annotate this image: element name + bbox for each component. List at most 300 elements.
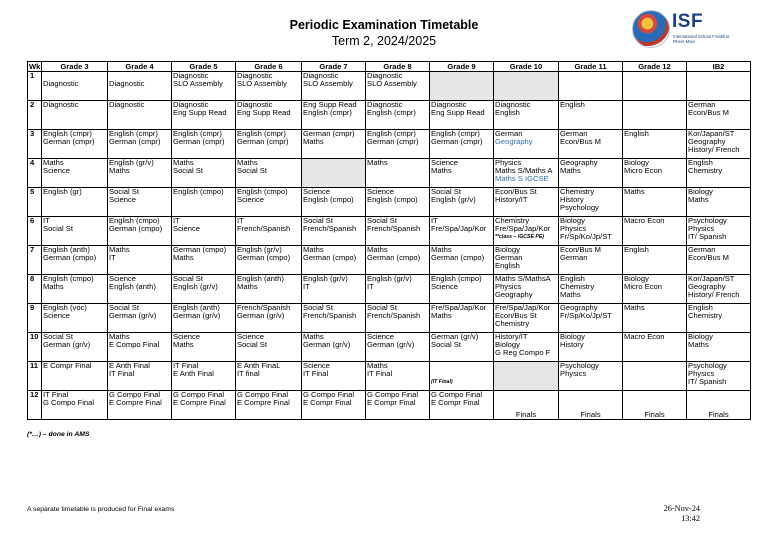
cell-line: Chemistry bbox=[560, 187, 595, 196]
table-cell bbox=[559, 130, 623, 159]
cell-line: Maths bbox=[560, 166, 581, 175]
cell-line: E Compr Final bbox=[367, 398, 416, 407]
table-cell bbox=[430, 188, 494, 217]
cell-line: E Anth Final bbox=[173, 369, 214, 378]
cell-line: Geography bbox=[688, 282, 726, 291]
table-cell bbox=[494, 304, 559, 333]
cell-line: Physics bbox=[688, 224, 715, 233]
cell-line: German (gr/v) bbox=[109, 311, 157, 320]
table-cell bbox=[366, 391, 430, 420]
column-header: Grade 12 bbox=[623, 62, 687, 72]
cell-line: German (cmpo) bbox=[431, 253, 485, 262]
cell-line: Science bbox=[173, 224, 201, 233]
table-cell bbox=[366, 217, 430, 246]
cell-line: Biology bbox=[495, 245, 520, 254]
cell-line: English bbox=[560, 100, 585, 109]
table-cell bbox=[687, 101, 751, 130]
week-number: 4 bbox=[28, 159, 42, 188]
table-cell bbox=[302, 217, 366, 246]
table-cell bbox=[687, 130, 751, 159]
table-cell bbox=[623, 188, 687, 217]
cell-line: Chemistry bbox=[688, 311, 723, 320]
cell-line: Maths bbox=[688, 340, 709, 349]
cell-line: Maths bbox=[624, 187, 645, 196]
cell-line: Diagnostic bbox=[43, 79, 79, 88]
cell-line: Kor/Japan/ST bbox=[688, 129, 735, 138]
cell-line: Science bbox=[237, 332, 265, 341]
cell-line: English bbox=[495, 261, 520, 270]
cell-line: German (cmpr) bbox=[43, 137, 95, 146]
table-cell bbox=[687, 333, 751, 362]
table-cell bbox=[687, 304, 751, 333]
cell-line: English (anth) bbox=[109, 282, 156, 291]
table-cell bbox=[623, 304, 687, 333]
table-row bbox=[28, 130, 751, 159]
table-row bbox=[28, 333, 751, 362]
cell-line: English (cmpr) bbox=[43, 129, 92, 138]
cell-line: Chemistry bbox=[688, 166, 723, 175]
cell-line: SLO Assembly bbox=[303, 79, 353, 88]
cell-line: Maths bbox=[109, 245, 130, 254]
week-number: 10 bbox=[28, 333, 42, 362]
cell-line: Maths bbox=[173, 158, 194, 167]
cell-line: English (cmpr) bbox=[367, 129, 416, 138]
cell-line: Science bbox=[173, 332, 201, 341]
cell-line: German bbox=[495, 129, 523, 138]
cell-line: IT bbox=[237, 216, 244, 225]
table-cell bbox=[430, 362, 494, 391]
table-cell bbox=[172, 130, 236, 159]
table-cell bbox=[430, 304, 494, 333]
cell-line: IT Final bbox=[43, 390, 69, 399]
table-cell bbox=[302, 391, 366, 420]
cell-line: Science bbox=[43, 311, 71, 320]
table-cell bbox=[172, 159, 236, 188]
table-cell bbox=[108, 217, 172, 246]
table-cell bbox=[302, 304, 366, 333]
cell-line: Maths bbox=[237, 158, 258, 167]
cell-line: German (cmpr) bbox=[237, 137, 289, 146]
cell-line: Diagnostic bbox=[173, 71, 209, 80]
table-cell bbox=[108, 275, 172, 304]
cell-line: Macro Econ bbox=[624, 216, 665, 225]
table-row bbox=[28, 246, 751, 275]
cell-line: French/Spanish bbox=[237, 224, 291, 233]
cell-line: German (gr/v) bbox=[431, 332, 479, 341]
table-cell bbox=[687, 362, 751, 391]
globe-logo-icon bbox=[632, 10, 670, 48]
table-cell bbox=[172, 72, 236, 101]
cell-line: IT bbox=[173, 216, 180, 225]
cell-line: Science bbox=[367, 187, 395, 196]
table-cell bbox=[559, 188, 623, 217]
column-header: Grade 7 bbox=[302, 62, 366, 72]
column-header: Grade 8 bbox=[366, 62, 430, 72]
table-cell bbox=[366, 333, 430, 362]
column-header: Grade 10 bbox=[494, 62, 559, 72]
week-number: 1 bbox=[28, 72, 42, 101]
cell-line: English bbox=[560, 274, 585, 283]
cell-line: Micro Econ bbox=[624, 282, 662, 291]
table-cell bbox=[494, 101, 559, 130]
table-cell bbox=[108, 130, 172, 159]
table-cell bbox=[494, 246, 559, 275]
cell-line: English (cmpr) bbox=[431, 129, 480, 138]
cell-line: E Compre Final bbox=[173, 398, 226, 407]
cell-line: German (gr/v) bbox=[43, 340, 91, 349]
cell-line: Social St bbox=[237, 340, 267, 349]
cell-line: E Compr Final bbox=[431, 398, 480, 407]
table-cell bbox=[108, 304, 172, 333]
table-cell bbox=[236, 130, 302, 159]
cell-line: E Anth FinaL bbox=[237, 361, 281, 370]
cell-line: Fre/Spa/Jap/Kor bbox=[431, 303, 487, 312]
cell-line: English (cmpo) bbox=[109, 216, 160, 225]
logo-brand: ISF bbox=[672, 11, 704, 32]
cell-line: Maths bbox=[237, 282, 258, 291]
table-cell bbox=[494, 275, 559, 304]
table-cell bbox=[366, 304, 430, 333]
table-cell bbox=[366, 130, 430, 159]
cell-line: IT bbox=[303, 282, 310, 291]
cell-line: Social St bbox=[109, 303, 139, 312]
cell-line: Diagnostic bbox=[495, 100, 531, 109]
table-cell bbox=[623, 362, 687, 391]
cell-line: Econ/Bus M bbox=[688, 108, 729, 117]
cell-line: IT final bbox=[237, 369, 260, 378]
table-cell bbox=[687, 217, 751, 246]
cell-line: German bbox=[495, 253, 523, 262]
table-cell bbox=[236, 275, 302, 304]
cell-line: German (gr/v) bbox=[237, 311, 285, 320]
cell-line: Maths bbox=[560, 290, 581, 299]
table-cell bbox=[108, 391, 172, 420]
logo-tagline: International School Frankfurt Rhein-Main bbox=[673, 34, 730, 44]
column-header: Grade 11 bbox=[559, 62, 623, 72]
cell-line: Maths bbox=[431, 245, 452, 254]
cell-line: English (cmpo) bbox=[43, 274, 94, 283]
cell-line: SLO Assembly bbox=[237, 79, 287, 88]
table-row bbox=[28, 391, 751, 420]
table-cell bbox=[623, 159, 687, 188]
cell-line: Diagnostic bbox=[431, 100, 467, 109]
cell-line: English bbox=[624, 245, 649, 254]
exam-timetable bbox=[27, 61, 751, 420]
cell-line: French/Spanish bbox=[303, 311, 357, 320]
table-cell bbox=[236, 159, 302, 188]
table-cell bbox=[623, 246, 687, 275]
cell-line: German (cmpr) bbox=[431, 137, 483, 146]
cell-line: German bbox=[560, 129, 588, 138]
cell-line: E Anth Final bbox=[109, 361, 150, 370]
table-cell bbox=[559, 72, 623, 101]
table-cell bbox=[302, 101, 366, 130]
table-cell bbox=[172, 101, 236, 130]
cell-line: English (gr/v) bbox=[303, 274, 348, 283]
table-cell bbox=[108, 101, 172, 130]
cell-line: Diagnostic bbox=[173, 100, 209, 109]
table-cell bbox=[236, 188, 302, 217]
table-cell bbox=[687, 72, 751, 101]
cell-line: Maths bbox=[367, 158, 388, 167]
cell-line: (IT Final) bbox=[431, 379, 453, 385]
cell-line: English (gr/v) bbox=[109, 158, 154, 167]
cell-line: IT Final bbox=[109, 369, 135, 378]
table-cell bbox=[42, 246, 108, 275]
table-cell bbox=[42, 304, 108, 333]
cell-line: G Compo Final bbox=[173, 390, 225, 399]
table-cell bbox=[108, 188, 172, 217]
table-cell bbox=[559, 101, 623, 130]
table-cell bbox=[430, 101, 494, 130]
cell-line: Maths bbox=[173, 253, 194, 262]
table-cell bbox=[172, 246, 236, 275]
cell-line: IT bbox=[43, 216, 50, 225]
column-header: Grade 5 bbox=[172, 62, 236, 72]
table-cell bbox=[494, 217, 559, 246]
cell-line: Maths bbox=[431, 311, 452, 320]
cell-line: Maths bbox=[367, 245, 388, 254]
cell-line: English (anth) bbox=[173, 303, 220, 312]
cell-line: English (cmpo) bbox=[237, 187, 288, 196]
table-row bbox=[28, 362, 751, 391]
cell-line: Social St bbox=[303, 303, 333, 312]
table-cell bbox=[236, 391, 302, 420]
table-cell bbox=[687, 246, 751, 275]
table-cell bbox=[302, 130, 366, 159]
cell-line: Maths bbox=[303, 332, 324, 341]
table-cell bbox=[494, 362, 559, 391]
cell-line: German (cmpo) bbox=[43, 253, 97, 262]
cell-line: Finals bbox=[580, 410, 601, 419]
cell-line: Eng Supp Read bbox=[431, 108, 485, 117]
table-cell bbox=[687, 275, 751, 304]
table-cell bbox=[559, 159, 623, 188]
cell-line: Geography bbox=[688, 137, 726, 146]
table-cell bbox=[302, 362, 366, 391]
cell-line: Psychology bbox=[560, 203, 599, 212]
table-cell bbox=[687, 159, 751, 188]
cell-line: Diagnostic bbox=[367, 71, 403, 80]
cell-line: G Compo Final bbox=[237, 390, 289, 399]
cell-line: Maths bbox=[688, 195, 709, 204]
table-cell bbox=[236, 217, 302, 246]
page-title: Periodic Examination Timetable bbox=[289, 18, 479, 32]
week-number: 11 bbox=[28, 362, 42, 391]
cell-line: **class – IGCSE PE) bbox=[495, 234, 545, 240]
table-row bbox=[28, 304, 751, 333]
cell-line: Social St bbox=[43, 332, 73, 341]
table-cell bbox=[172, 188, 236, 217]
cell-line: German (cmpo) bbox=[303, 253, 357, 262]
cell-line: Psychology bbox=[688, 361, 727, 370]
cell-line: French/Spanish bbox=[367, 224, 421, 233]
cell-line: Social St bbox=[109, 187, 139, 196]
table-cell bbox=[236, 72, 302, 101]
cell-line: IT/ Spanish bbox=[688, 232, 727, 241]
cell-line: English (anth) bbox=[237, 274, 284, 283]
week-number: 7 bbox=[28, 246, 42, 275]
table-cell bbox=[42, 217, 108, 246]
cell-line: Econ/Bus M bbox=[688, 253, 729, 262]
cell-line: Econ/Bus M bbox=[560, 137, 601, 146]
cell-line: Physics bbox=[495, 282, 522, 291]
week-number: 5 bbox=[28, 188, 42, 217]
table-cell bbox=[366, 188, 430, 217]
cell-line: Science bbox=[367, 332, 395, 341]
cell-line: Social St bbox=[367, 216, 397, 225]
cell-line: German (gr/v) bbox=[173, 311, 221, 320]
cell-line: G Compo Final bbox=[431, 390, 483, 399]
week-number: 3 bbox=[28, 130, 42, 159]
footer-date: 26-Nov-24 bbox=[663, 504, 700, 513]
table-row bbox=[28, 72, 751, 101]
table-cell bbox=[236, 101, 302, 130]
table-cell bbox=[494, 130, 559, 159]
cell-line: Finals bbox=[515, 410, 537, 419]
cell-line: French/Spanish bbox=[303, 224, 357, 233]
cell-line: Micro Econ bbox=[624, 166, 662, 175]
cell-line: English bbox=[495, 108, 520, 117]
column-header: Grade 6 bbox=[236, 62, 302, 72]
cell-line: Psychology bbox=[688, 216, 727, 225]
cell-line: Physics bbox=[560, 369, 587, 378]
table-cell bbox=[559, 246, 623, 275]
cell-line: Social St bbox=[173, 274, 203, 283]
cell-line: Econ/Bus St bbox=[495, 311, 537, 320]
column-header: Wk bbox=[29, 62, 41, 71]
cell-line: English bbox=[624, 129, 649, 138]
column-header: Grade 4 bbox=[108, 62, 172, 72]
cell-line: Science bbox=[109, 195, 137, 204]
cell-line: Eng Supp Read bbox=[237, 108, 291, 117]
cell-line: French/Spanish bbox=[367, 311, 421, 320]
table-cell bbox=[623, 275, 687, 304]
cell-line bbox=[431, 362, 492, 370]
cell-line: Social St bbox=[367, 303, 397, 312]
table-cell bbox=[623, 391, 687, 420]
table-cell bbox=[623, 72, 687, 101]
table-cell bbox=[108, 72, 172, 101]
table-row bbox=[28, 188, 751, 217]
table-cell bbox=[42, 275, 108, 304]
cell-line: IT Final bbox=[173, 361, 199, 370]
table-cell bbox=[366, 101, 430, 130]
week-number: 6 bbox=[28, 217, 42, 246]
cell-line: German (cmpr) bbox=[303, 129, 355, 138]
cell-line: German bbox=[688, 245, 716, 254]
cell-line: Maths bbox=[43, 282, 64, 291]
table-cell bbox=[302, 246, 366, 275]
table-cell bbox=[494, 333, 559, 362]
cell-line: SLO Assembly bbox=[367, 79, 417, 88]
table-cell bbox=[559, 304, 623, 333]
table-cell bbox=[42, 391, 108, 420]
cell-line: History/IT bbox=[495, 332, 528, 341]
cell-line: G Compo Final bbox=[303, 390, 355, 399]
cell-line: IT bbox=[367, 282, 374, 291]
table-cell bbox=[366, 275, 430, 304]
cell-line: Maths bbox=[431, 166, 452, 175]
cell-line: Fre/Spa/Jap/Kor bbox=[495, 303, 551, 312]
school-logo bbox=[632, 10, 732, 52]
cell-line: Econ/Bus St bbox=[495, 187, 537, 196]
cell-line: German (gr/v) bbox=[367, 340, 415, 349]
footnote: (*…) – done in AMS bbox=[27, 431, 90, 438]
cell-line: German bbox=[560, 253, 588, 262]
cell-line: Fr/Sp/Ko/Jp/ST bbox=[560, 311, 612, 320]
cell-line: Chemistry bbox=[495, 216, 530, 225]
cell-line: Social St bbox=[431, 340, 461, 349]
table-row bbox=[28, 217, 751, 246]
week-number: 12 bbox=[28, 391, 42, 420]
cell-line: Eng Supp Read bbox=[303, 100, 357, 109]
table-cell bbox=[42, 362, 108, 391]
table-cell bbox=[494, 391, 559, 420]
table-cell bbox=[172, 275, 236, 304]
table-cell bbox=[302, 333, 366, 362]
cell-line: Science bbox=[431, 158, 459, 167]
cell-line: Maths bbox=[624, 303, 645, 312]
cell-line: Diagnostic bbox=[303, 71, 339, 80]
cell-line: Maths bbox=[109, 332, 130, 341]
cell-line: Maths bbox=[43, 158, 64, 167]
cell-line: English (gr/v) bbox=[173, 282, 218, 291]
cell-line bbox=[431, 370, 492, 378]
cell-line: English (gr) bbox=[43, 187, 82, 196]
cell-line: Science bbox=[237, 195, 265, 204]
table-cell bbox=[42, 333, 108, 362]
cell-line: German (cmpo) bbox=[367, 253, 421, 262]
table-cell bbox=[236, 246, 302, 275]
cell-line: Biology bbox=[688, 187, 713, 196]
cell-line: E Compr Final bbox=[303, 398, 352, 407]
cell-line: English (gr/v) bbox=[431, 195, 476, 204]
cell-line: Diagnostic bbox=[237, 100, 273, 109]
cell-line: Maths bbox=[367, 361, 388, 370]
cell-line: Chemistry bbox=[560, 282, 595, 291]
table-cell bbox=[366, 72, 430, 101]
cell-line: E Compre Final bbox=[237, 398, 290, 407]
cell-line: Geography bbox=[495, 290, 533, 299]
table-body bbox=[28, 72, 751, 420]
table-cell bbox=[172, 304, 236, 333]
week-number: 2 bbox=[28, 101, 42, 130]
cell-line: Social St bbox=[237, 166, 267, 175]
column-header: Grade 9 bbox=[430, 62, 494, 72]
cell-line: G Reg Compo F bbox=[495, 348, 551, 357]
cell-line: Diagnostic bbox=[237, 71, 273, 80]
table-cell bbox=[236, 304, 302, 333]
table-cell bbox=[236, 333, 302, 362]
table-cell bbox=[108, 362, 172, 391]
cell-line: SLO Assembly bbox=[173, 79, 223, 88]
cell-line: Diagnostic bbox=[109, 79, 145, 88]
cell-line: IT bbox=[431, 216, 438, 225]
cell-line: E Compr Final bbox=[43, 361, 92, 370]
table-cell bbox=[366, 362, 430, 391]
cell-line: Science bbox=[303, 187, 331, 196]
cell-line: Psychology bbox=[560, 361, 599, 370]
table-cell bbox=[430, 217, 494, 246]
cell-line: Science bbox=[303, 361, 331, 370]
cell-line: Biology bbox=[624, 274, 649, 283]
week-number: 9 bbox=[28, 304, 42, 333]
cell-line: Diagnostic bbox=[109, 100, 145, 109]
table-cell bbox=[172, 333, 236, 362]
cell-line: Maths S/MathsA bbox=[495, 274, 551, 283]
table-cell bbox=[42, 101, 108, 130]
